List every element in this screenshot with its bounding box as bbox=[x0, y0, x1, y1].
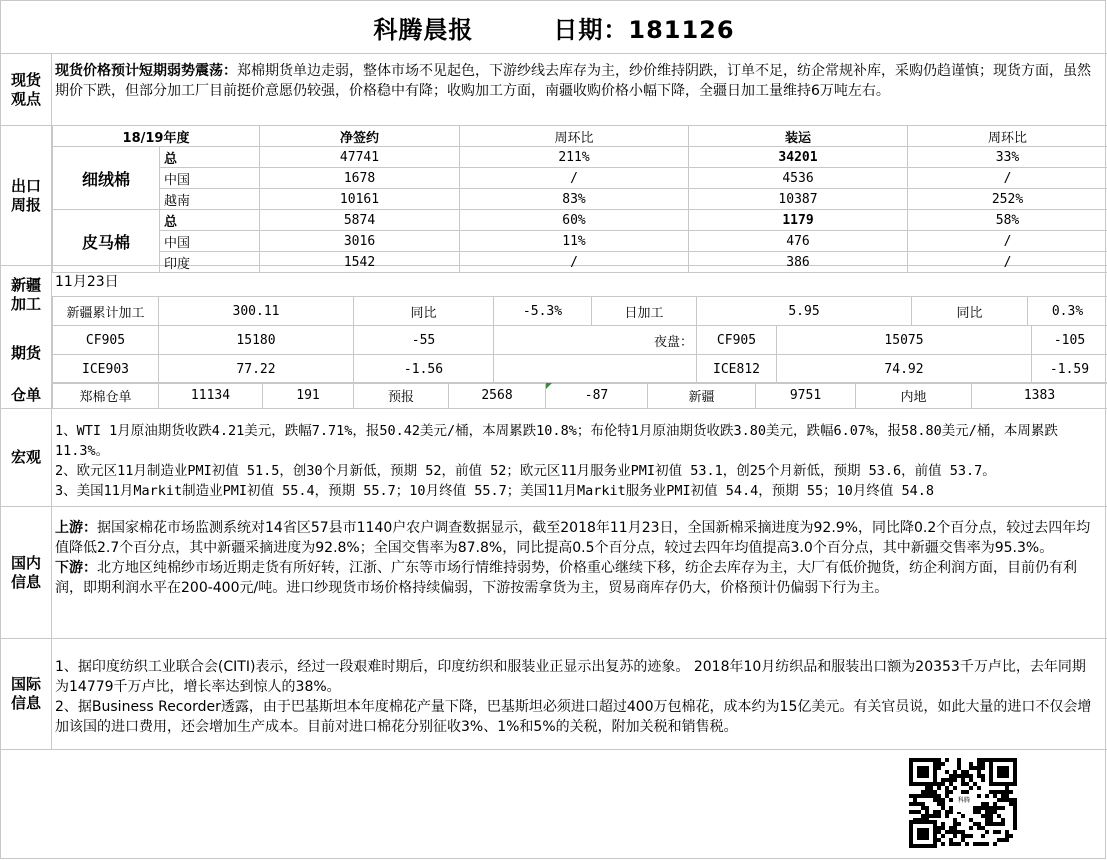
warehouse-zc-change: 191 bbox=[263, 383, 354, 409]
xinjiang-daily-yoy: 0.3% bbox=[1028, 297, 1107, 326]
macro-text bbox=[55, 421, 1099, 501]
export-header-row bbox=[53, 126, 1107, 147]
xinjiang-cum-yoy: -5.3% bbox=[494, 297, 592, 326]
warehouse-table bbox=[52, 382, 1107, 409]
qr-logo-label: 科腾 bbox=[957, 797, 970, 804]
warehouse-xj-label: 新疆 bbox=[648, 383, 756, 409]
downstream-label: 下游： bbox=[55, 560, 97, 576]
export-shipped-wow: 58% bbox=[908, 210, 1107, 231]
warehouse-forecast-value: 2568 bbox=[449, 383, 546, 409]
export-signed-wow: 83% bbox=[460, 189, 689, 210]
export-signed-wow: 211% bbox=[460, 147, 689, 168]
night-change: -1.59 bbox=[1032, 355, 1107, 384]
domestic-text bbox=[55, 518, 1099, 598]
divider bbox=[1, 749, 1107, 750]
warehouse-forecast-label: 预报 bbox=[354, 383, 449, 409]
export-shipped: 476 bbox=[689, 231, 908, 252]
divider bbox=[1, 506, 1107, 507]
futures-change: -55 bbox=[354, 326, 494, 355]
futures-table bbox=[52, 325, 1107, 384]
downstream-text: 北方地区纯棉纱市场近期走货有所好转，江浙、广东等市场行情维持弱势，价格重心继续下移，纺企去库存为主，大厂有低价抛货，纺企利润方面，目前仍有利润，即期利润水平在200-400元/吨。进口纱现货市场价格持续偏弱，下游按需拿货为主，贸易商库存仍大，价格预计仍偏弱下行为主。 bbox=[55, 560, 1077, 596]
warehouse-forecast-change: -87 bbox=[584, 388, 609, 403]
export-region: 印度 bbox=[160, 252, 260, 273]
export-signed: 5874 bbox=[260, 210, 460, 231]
export-signed-wow: / bbox=[460, 168, 689, 189]
export-signed: 10161 bbox=[260, 189, 460, 210]
report-title: 科腾晨报 bbox=[373, 15, 474, 44]
international-text bbox=[55, 657, 1099, 737]
export-signed-wow: 60% bbox=[460, 210, 689, 231]
export-signed: 47741 bbox=[260, 147, 460, 168]
section-label-warehouse: 仓单 bbox=[10, 385, 41, 404]
section-label-domestic: 国内信息 bbox=[10, 553, 41, 591]
export-signed: 3016 bbox=[260, 231, 460, 252]
export-shipped-wow: / bbox=[908, 231, 1107, 252]
export-header-signed-wow: 周环比 bbox=[460, 126, 689, 147]
export-signed: 1678 bbox=[260, 168, 460, 189]
export-shipped: 34201 bbox=[689, 147, 908, 168]
xinjiang-daily-yoy-label: 同比 bbox=[912, 297, 1028, 326]
futures-price: 77.22 bbox=[159, 355, 354, 384]
section-label-xinjiang: 新疆加工 bbox=[10, 276, 41, 313]
table-row bbox=[53, 168, 1107, 189]
export-shipped: 386 bbox=[689, 252, 908, 273]
section-label-international: 国际信息 bbox=[10, 675, 41, 712]
export-region: 中国 bbox=[160, 168, 260, 189]
xinjiang-cum-value: 300.11 bbox=[159, 297, 354, 326]
section-label-macro: 宏观 bbox=[10, 448, 41, 466]
warehouse-zc-value: 11134 bbox=[159, 383, 263, 409]
international-item: 1、据印度纺织工业联合会(CITI)表示，经过一段艰难时期后，印度纺织和服装业正显示出复苏的迹象。 2018年10月纺织品和服装出口额为20353千万卢比，去年同期为14779千万卢比，增长率达到惊人的38%。 bbox=[55, 659, 1086, 695]
export-region: 越南 bbox=[160, 189, 260, 210]
export-region: 总 bbox=[160, 147, 260, 168]
table-row bbox=[53, 210, 1107, 231]
domestic-upstream bbox=[55, 518, 1099, 558]
night-price: 15075 bbox=[777, 326, 1032, 355]
export-group-upland: 细绒棉 bbox=[53, 147, 160, 210]
international-item: 2、据Business Recorder透露，由于巴基斯坦本年度棉花产量下降，巴基斯坦必须进口超过400万包棉花，成本约为15亿美元。有关官员说，如此大量的进口不仅会增加该国的进口费用，还会增加生产成本。目前对进口棉花分别征收3%、1%和5%的关税，附加关税和销售税。 bbox=[55, 699, 1092, 735]
spot-headline: 现货价格预计短期弱势震荡： bbox=[55, 63, 237, 79]
xinjiang-cum-label: 新疆累计加工 bbox=[53, 297, 159, 326]
macro-item: 3、美国11月Markit制造业PMI初值 55.4，预期 55.7；10月终值 55.7；美国11月Markit服务业PMI初值 54.4，预期 55；10月终值 54.8 bbox=[55, 483, 935, 499]
export-shipped-wow: 33% bbox=[908, 147, 1107, 168]
report-header bbox=[1, 1, 1107, 53]
xinjiang-yoy-label: 同比 bbox=[354, 297, 494, 326]
empty-cell bbox=[494, 355, 697, 384]
export-header-shipped: 装运 bbox=[689, 126, 908, 147]
export-group-pima: 皮马棉 bbox=[53, 210, 160, 273]
night-contract: ICE812 bbox=[697, 355, 777, 384]
night-session-label: 夜盘： bbox=[494, 326, 697, 355]
macro-item: 1、WTI 1月原油期货收跌4.21美元，跌幅7.71%，报50.42美元/桶，本周累跌10.8%；布伦特1月原油期货收跌3.80美元，跌幅6.07%，报58.80美元/桶，本周累跌11.3%。 bbox=[55, 423, 1058, 459]
table-row bbox=[53, 383, 1107, 409]
macro-item: 2、欧元区11月制造业PMI初值 51.5，创30个月新低，预期 52，前值 52；欧元区11月服务业PMI初值 53.1，创25个月新低，预期 53.6，前值 53.7。 bbox=[55, 463, 996, 479]
warehouse-zc-label: 郑棉仓单 bbox=[53, 383, 159, 409]
export-header-season: 18/19年度 bbox=[53, 126, 260, 147]
export-signed-wow: / bbox=[460, 252, 689, 273]
xinjiang-daily-label: 日加工 bbox=[592, 297, 697, 326]
domestic-downstream bbox=[55, 558, 1099, 598]
comment-marker-icon bbox=[546, 383, 552, 389]
export-shipped: 10387 bbox=[689, 189, 908, 210]
table-row bbox=[53, 252, 1107, 273]
warehouse-forecast-change-cell bbox=[546, 383, 648, 409]
xinjiang-table bbox=[52, 296, 1107, 326]
futures-contract: ICE903 bbox=[53, 355, 159, 384]
upstream-text: 据国家棉花市场监测系统对14省区57县市1140户农户调查数据显示，截至2018年11月23日，全国新棉采摘进度为92.9%，同比降0.2个百分点，较过去四年均值降低2.7个百分点，其中新疆采摘进度为92.8%；全国交售率为87.8%，同比提高0.5个百分点，较过去四年均值提高3.0个百分点，其中新疆交售率为95.3%。 bbox=[55, 520, 1091, 556]
export-shipped-wow: / bbox=[908, 252, 1107, 273]
section-label-futures: 期货 bbox=[10, 343, 41, 362]
xinjiang-date: 11月23日 bbox=[55, 274, 119, 290]
table-row bbox=[53, 231, 1107, 252]
table-row bbox=[53, 355, 1107, 384]
xinjiang-daily-value: 5.95 bbox=[697, 297, 912, 326]
warehouse-xj-value: 9751 bbox=[756, 383, 856, 409]
section-label-export: 出口周报 bbox=[10, 176, 41, 214]
export-shipped: 4536 bbox=[689, 168, 908, 189]
table-row bbox=[53, 189, 1107, 210]
export-table bbox=[52, 125, 1107, 273]
table-row bbox=[53, 326, 1107, 355]
night-price: 74.92 bbox=[777, 355, 1032, 384]
export-signed: 1542 bbox=[260, 252, 460, 273]
report-date: 日期：181126 bbox=[553, 15, 735, 44]
upstream-label: 上游： bbox=[55, 520, 97, 536]
futures-price: 15180 bbox=[159, 326, 354, 355]
export-signed-wow: 11% bbox=[460, 231, 689, 252]
export-region: 总 bbox=[160, 210, 260, 231]
futures-contract: CF905 bbox=[53, 326, 159, 355]
warehouse-inland-value: 1383 bbox=[972, 383, 1107, 409]
export-shipped: 1179 bbox=[689, 210, 908, 231]
warehouse-inland-label: 内地 bbox=[856, 383, 972, 409]
night-change: -105 bbox=[1032, 326, 1107, 355]
export-region: 中国 bbox=[160, 231, 260, 252]
night-contract: CF905 bbox=[697, 326, 777, 355]
table-row bbox=[53, 297, 1107, 326]
export-shipped-wow: / bbox=[908, 168, 1107, 189]
export-shipped-wow: 252% bbox=[908, 189, 1107, 210]
section-label-spot: 现货观点 bbox=[10, 70, 41, 108]
export-header-shipped-wow: 周环比 bbox=[908, 126, 1107, 147]
spot-body: 郑棉期货单边走弱，整体市场不见起色，下游纱线去库存为主，纱价维持阴跌，订单不足，纺企常规补库，采购仍趋谨慎；现货方面，虽然期价下跌，但部分加工厂目前挺价意愿仍较强，价格稳中有降；收购加工方面，南疆收购价格小幅下降，全疆日加工量维持6万吨左右。 bbox=[55, 63, 1091, 99]
export-header-signed: 净签约 bbox=[260, 126, 460, 147]
table-row bbox=[53, 147, 1107, 168]
futures-change: -1.56 bbox=[354, 355, 494, 384]
qr-code-icon bbox=[909, 758, 1017, 848]
spot-view-text bbox=[55, 61, 1099, 101]
divider bbox=[1, 638, 1107, 639]
divider bbox=[1, 53, 1107, 54]
